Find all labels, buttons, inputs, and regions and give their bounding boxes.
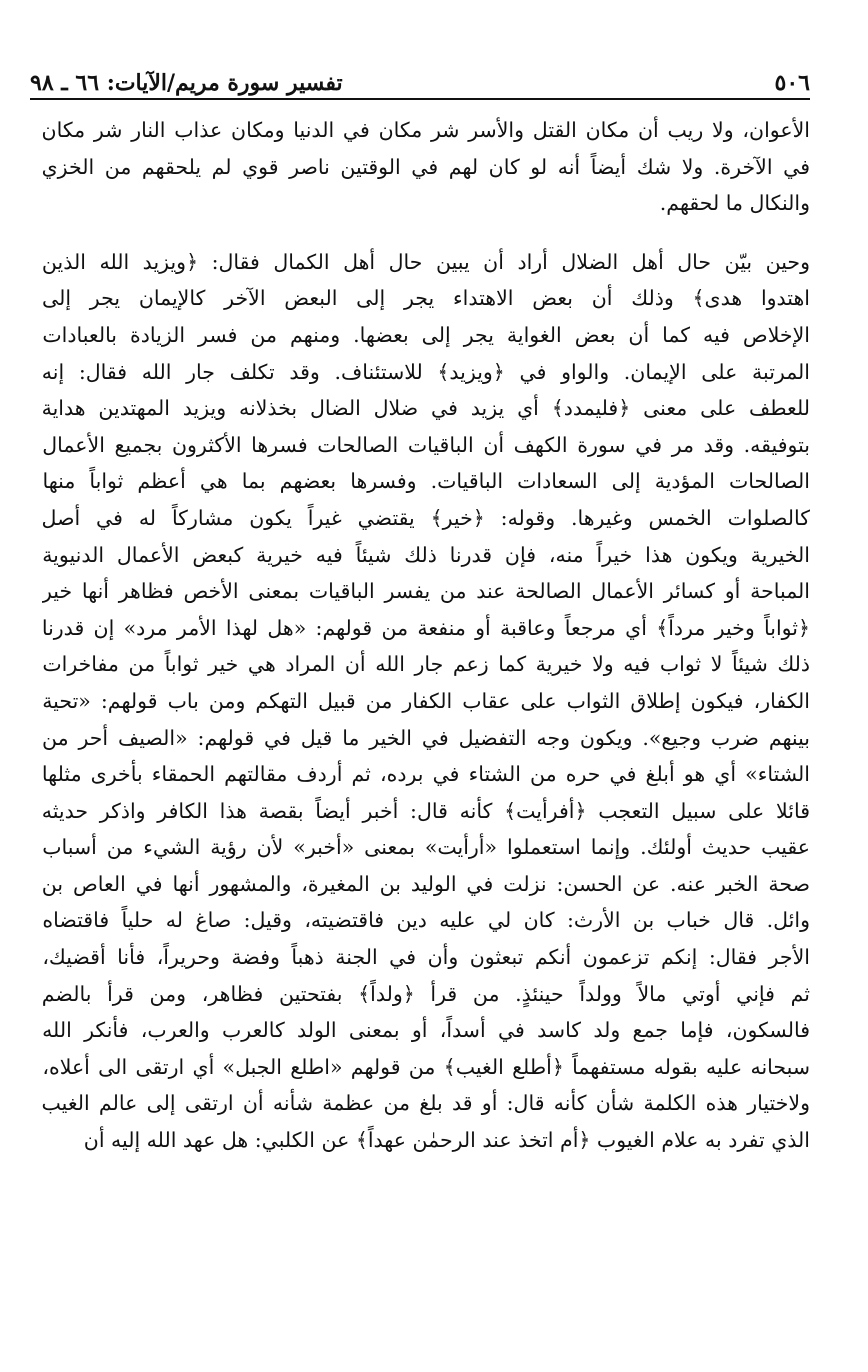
running-title: تفسير سورة مريم/الآيات: ٦٦ ـ ٩٨: [30, 70, 343, 96]
running-header: [30, 58, 810, 96]
text-line: ﴿ثواباً وخير مرداً﴾ أي مرجعاً وعاقبة أو منفعة من قولهم: «هل لهذا الأمر مرد» إن قدرنا: [42, 615, 810, 640]
text-line: ذلك شيئاً لا ثواب فيه ولا خيرية كما زعم جار الله أن المراد هي خير ثواباً من مفاخرات: [42, 652, 810, 677]
paragraph: [42, 112, 810, 222]
text-line: اهتدوا هدى﴾ وذلك أن بعض الاهتداء يجر إلى البعض الآخر كالإيمان يجر إلى: [42, 286, 810, 311]
text-line: والنكال ما لحقهم.: [659, 191, 810, 216]
text-line: المباحة أو كسائر الأعمال الصالحة عند من يفسر الباقيات بمعنى الأخص فظاهر أنها خير: [42, 579, 810, 604]
text-line: الأعوان، ولا ريب أن مكان القتل والأسر شر مكان في الدنيا ومكان عذاب النار شر مكان: [42, 118, 810, 142]
text-line: ثم فإني أوتي مالاً وولداً حينئذٍ. من قرأ ﴿ولداً﴾ بفتحتين فظاهر، ومن قرأ بالضم: [42, 981, 810, 1006]
text-line: فالسكون، فإما جمع ولد كاسد في أسداً، أو بمعنى الولد كالعرب والعرب، فأنكر الله: [42, 1018, 810, 1043]
text-line: وائل. قال خباب بن الأرث: كان لي عليه دين فاقتضيته، وقيل: صاغ له حلياً فاقتضاه: [42, 908, 810, 933]
header-rule: [30, 98, 810, 100]
text-line: بينهم ضرب وجيع». ويكون وجه التفضيل في الخير ما قيل في قولهم: «الصيف أحر من: [42, 725, 810, 750]
text-line: الأجر فقال: إنكم تزعمون أنكم تبعثون وأن في الجنة ذهباً وفضة وحريراً، فأنا أقضيك،: [42, 945, 810, 970]
text-line: الكفار، فيكون إطلاق الثواب على عقاب الكفار من قبيل التهكم ومن باب قولهم: «تحية: [42, 688, 810, 713]
text-line: الخيرية ويكون هذا خيراً منه، فإن قدرنا ذلك شيئاً فيه خيرية كبعض الأعمال الدنيوية: [42, 542, 810, 567]
text-line: في الآخرة. ولا شك أيضاً أنه لو كان لهم في الوقتين ناصر قوي لم يلحقهم من الخزي: [42, 154, 810, 179]
paragraph: [42, 244, 810, 1159]
text-line: عقيب حديث أولئك. وإنما استعملوا «أرأيت» بمعنى «أخبر» لأن رؤية الشيء من أسباب: [42, 835, 810, 860]
text-line: قائلا على سبيل التعجب ﴿أفرأيت﴾ كأنه قال: أخبر أيضاً بقصة هذا الكافر واذكر حديثه: [42, 798, 810, 823]
text-line: كالصلوات الخمس وغيرها. وقوله: ﴿خير﴾ يقتضي غيراً يكون مشاركاً له في أصل: [42, 505, 810, 530]
text-line: ولاختيار هذه الكلمة شأن كأنه قال: أو قد بلغ من عظمة شأنه أن ارتقى إلى عالم الغيب: [42, 1091, 810, 1116]
text-line: بتوفيقه. وقد مر في سورة الكهف أن الباقيات الصالحات فسرها الأكثرون بجميع الأعمال: [42, 432, 810, 457]
text-line: الشتاء» أي هو أبلغ في حره من الشتاء في برده، ثم أردف مقالتهم الحمقاء بأخرى مثلها: [42, 762, 810, 787]
text-line: الذي تفرد به علام الغيوب ﴿أم اتخذ عند الرحمٰن عهداً﴾ عن الكلبي: هل عهد الله إليه أن: [83, 1128, 810, 1153]
text-line: المرتبة على الإيمان. والواو في ﴿ويزيد﴾ للاستئناف. وقد تكلف جار الله فقال: إنه: [42, 359, 810, 384]
text-line: وحين بيّن حال أهل الضلال أراد أن يبين حال أهل الكمال فقال: ﴿ويزيد الله الذين: [42, 249, 810, 274]
text-line: الإخلاص فيه كما أن بعض الغواية يجر إلى بعضها. ومنهم من فسر الزيادة بالعبادات: [42, 322, 810, 347]
text-line: سبحانه عليه بقوله مستفهماً ﴿أطلع الغيب﴾ من قولهم «اطلع الجبل» أي ارتقى الى أعلاه،: [42, 1054, 810, 1079]
text-line: للعطف على معنى ﴿فليمدد﴾ أي يزيد في ضلال الضال بخذلانه ويزيد المهتدين هداية: [42, 396, 810, 421]
text-line: صحة الخبر عنه. عن الحسن: نزلت في الوليد بن المغيرة، والمشهور أنها في العاص بن: [42, 871, 810, 896]
text-line: الصالحات المؤدية إلى السعادات الباقيات. وفسرها بعضهم بما هي أعظم ثواباً منها: [42, 469, 810, 494]
page-number: ٥٠٦: [774, 70, 810, 96]
body-text: [42, 112, 810, 1159]
